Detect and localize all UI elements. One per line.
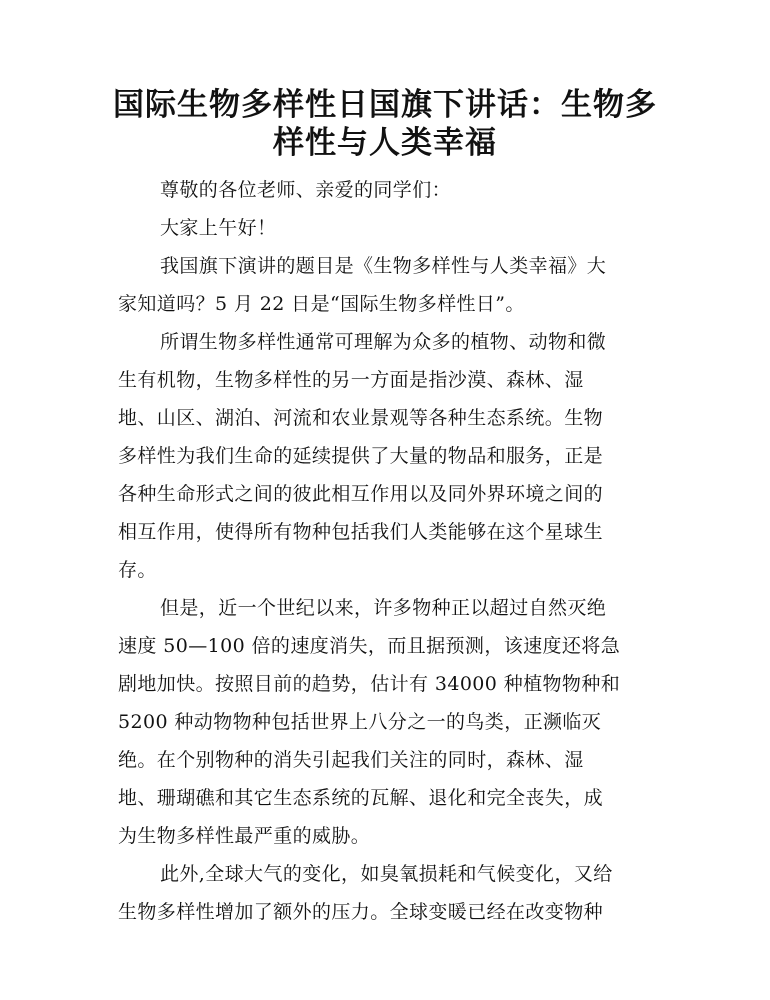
body-line: 地、珊瑚礁和其它生态系统的瓦解、退化和完全丧失，成 <box>118 787 604 809</box>
body-line: 剧地加快。按照目前的趋势，估计有 34000 种植物物种和 <box>118 673 621 695</box>
body-line: 速度 50—100 倍的速度消失，而且据预测，该速度还将急 <box>118 635 621 657</box>
body-line: 各种生命形式之间的彼此相互作用以及同外界环境之间的 <box>118 483 604 505</box>
body-line: 我国旗下演讲的题目是《生物多样性与人类幸福》大 <box>160 255 607 277</box>
salutation: 尊敬的各位老师、亲爱的同学们： <box>160 179 452 201</box>
body-line: 生有机物，生物多样性的另一方面是指沙漠、森林、湿 <box>118 369 584 391</box>
body-line: 地、山区、湖泊、河流和农业景观等各种生态系统。生物 <box>118 407 604 429</box>
body-line: 相互作用，使得所有物种包括我们人类能够在这个星球生 <box>118 521 604 543</box>
greeting: 大家上午好！ <box>160 217 277 239</box>
title-line-2: 样性与人类幸福 <box>273 125 497 161</box>
body-line: 多样性为我们生命的延续提供了大量的物品和服务，正是 <box>118 445 604 467</box>
body-line: 所谓生物多样性通常可理解为众多的植物、动物和微 <box>160 331 607 353</box>
title-line-1: 国际生物多样性日国旗下讲话：生物多 <box>113 87 657 123</box>
body-line: 生物多样性增加了额外的压力。全球变暖已经在改变物种 <box>118 901 604 923</box>
body-line: 为生物多样性最严重的威胁。 <box>118 825 371 847</box>
body-line: 存。 <box>118 559 157 581</box>
body-line: 但是，近一个世纪以来，许多物种正以超过自然灭绝 <box>160 597 607 619</box>
body-line: 5200 种动物物种包括世界上八分之一的鸟类，正濒临灭 <box>118 711 602 733</box>
body-line: 此外,全球大气的变化，如臭氧损耗和气候变化，又给 <box>160 863 613 885</box>
body-line: 绝。在个别物种的消失引起我们关注的同时，森林、湿 <box>118 749 584 771</box>
body-line: 家知道吗？5 月 22 日是“国际生物多样性日”。 <box>118 293 525 315</box>
